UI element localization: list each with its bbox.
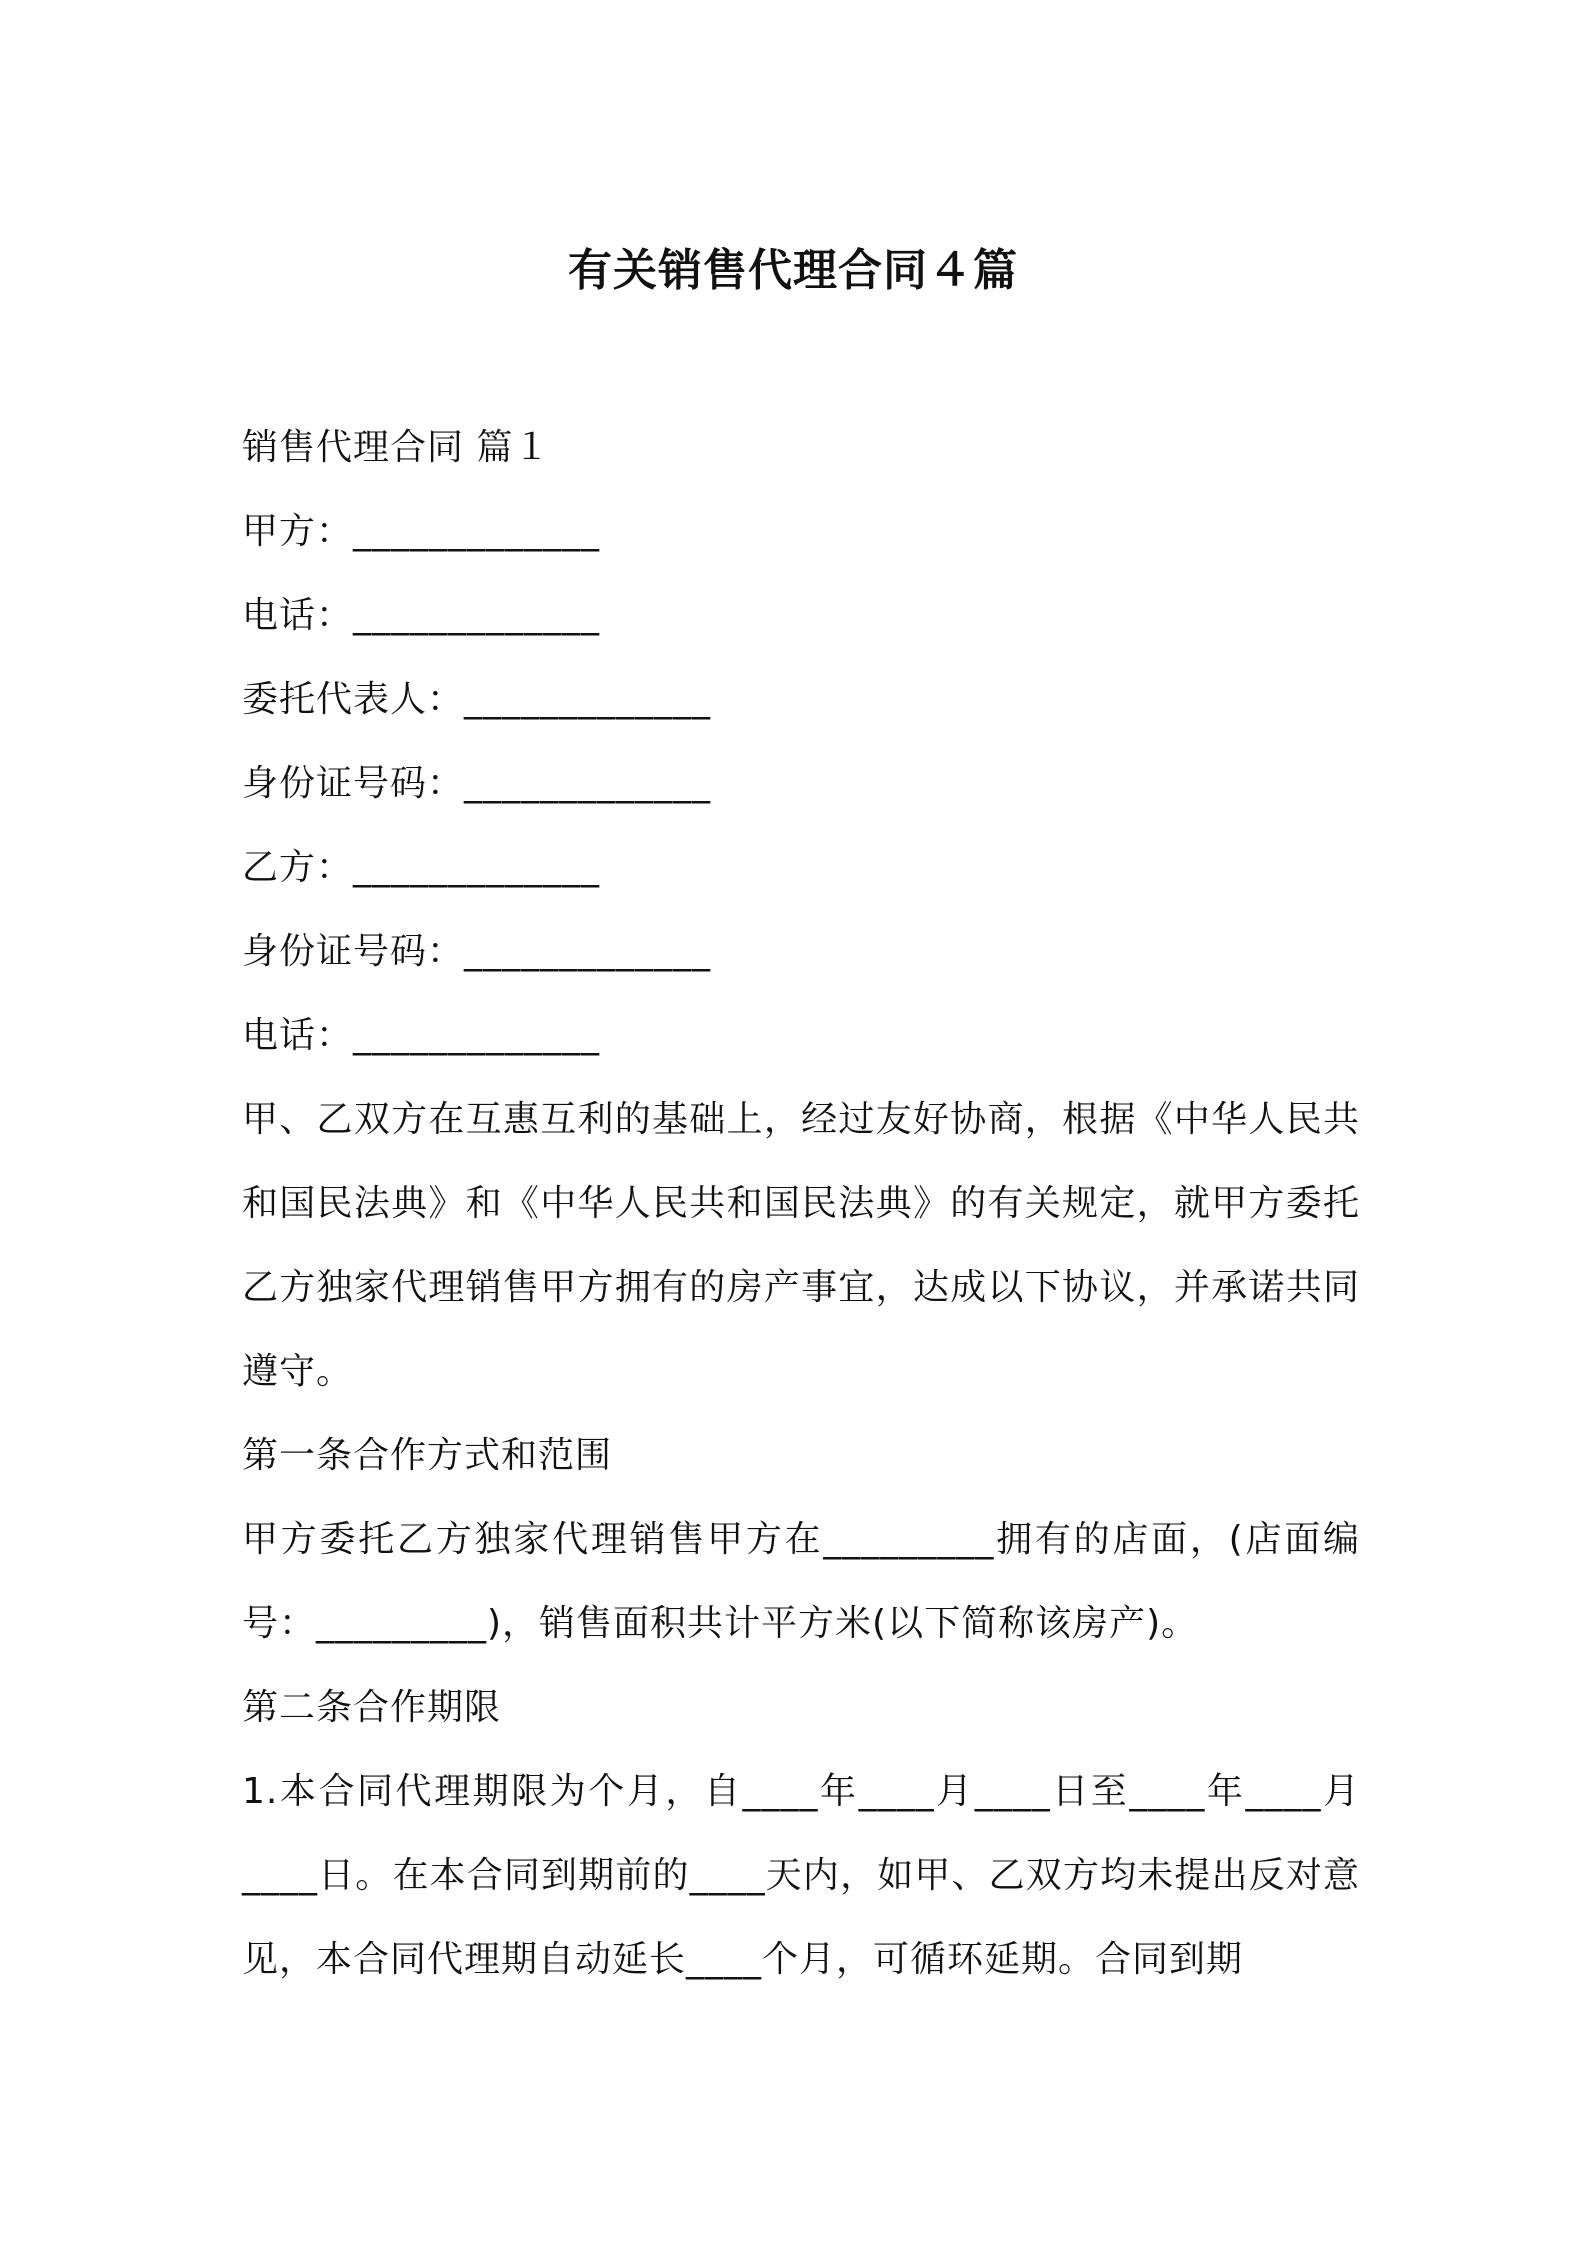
document-title: 有关销售代理合同４篇 (568, 245, 1018, 297)
party-b-id-field: 身份证号码：_____________ (242, 931, 712, 972)
party-a-field: 甲方：_____________ (242, 511, 601, 552)
party-a-phone-field: 电话：_____________ (242, 595, 601, 636)
document-body (242, 406, 1360, 2002)
section-heading: 销售代理合同 篇１ (242, 427, 551, 468)
article-1-text: 甲方委托乙方独家代理销售甲方在_________拥有的店面，(店面编号：_________)，销售面积共计平方米(以下简称该房产)。 (242, 1519, 1360, 1644)
party-b-field: 乙方：_____________ (242, 847, 601, 888)
party-b-phone-field: 电话：_____________ (242, 1015, 601, 1056)
representative-id-field: 身份证号码：_____________ (242, 763, 712, 804)
article-1-heading: 第一条合作方式和范围 (242, 1435, 613, 1476)
article-2-text: 1.本合同代理期限为个月，自____年____月____日至____年____月____日。在本合同到期前的____天内，如甲、乙双方均未提出反对意见，本合同代理期自动延长____个月，可循环延期。合同到期 (242, 1771, 1360, 1980)
article-2-heading: 第二条合作期限 (242, 1687, 502, 1728)
representative-field: 委托代表人：_____________ (242, 679, 712, 720)
intro-paragraph: 甲、乙双方在互惠互利的基础上，经过友好协商，根据《中华人民共和国民法典》和《中华人民共和国民法典》的有关规定，就甲方委托乙方独家代理销售甲方拥有的房产事宜，达成以下协议，并承诺共同遵守。 (242, 1099, 1360, 1392)
